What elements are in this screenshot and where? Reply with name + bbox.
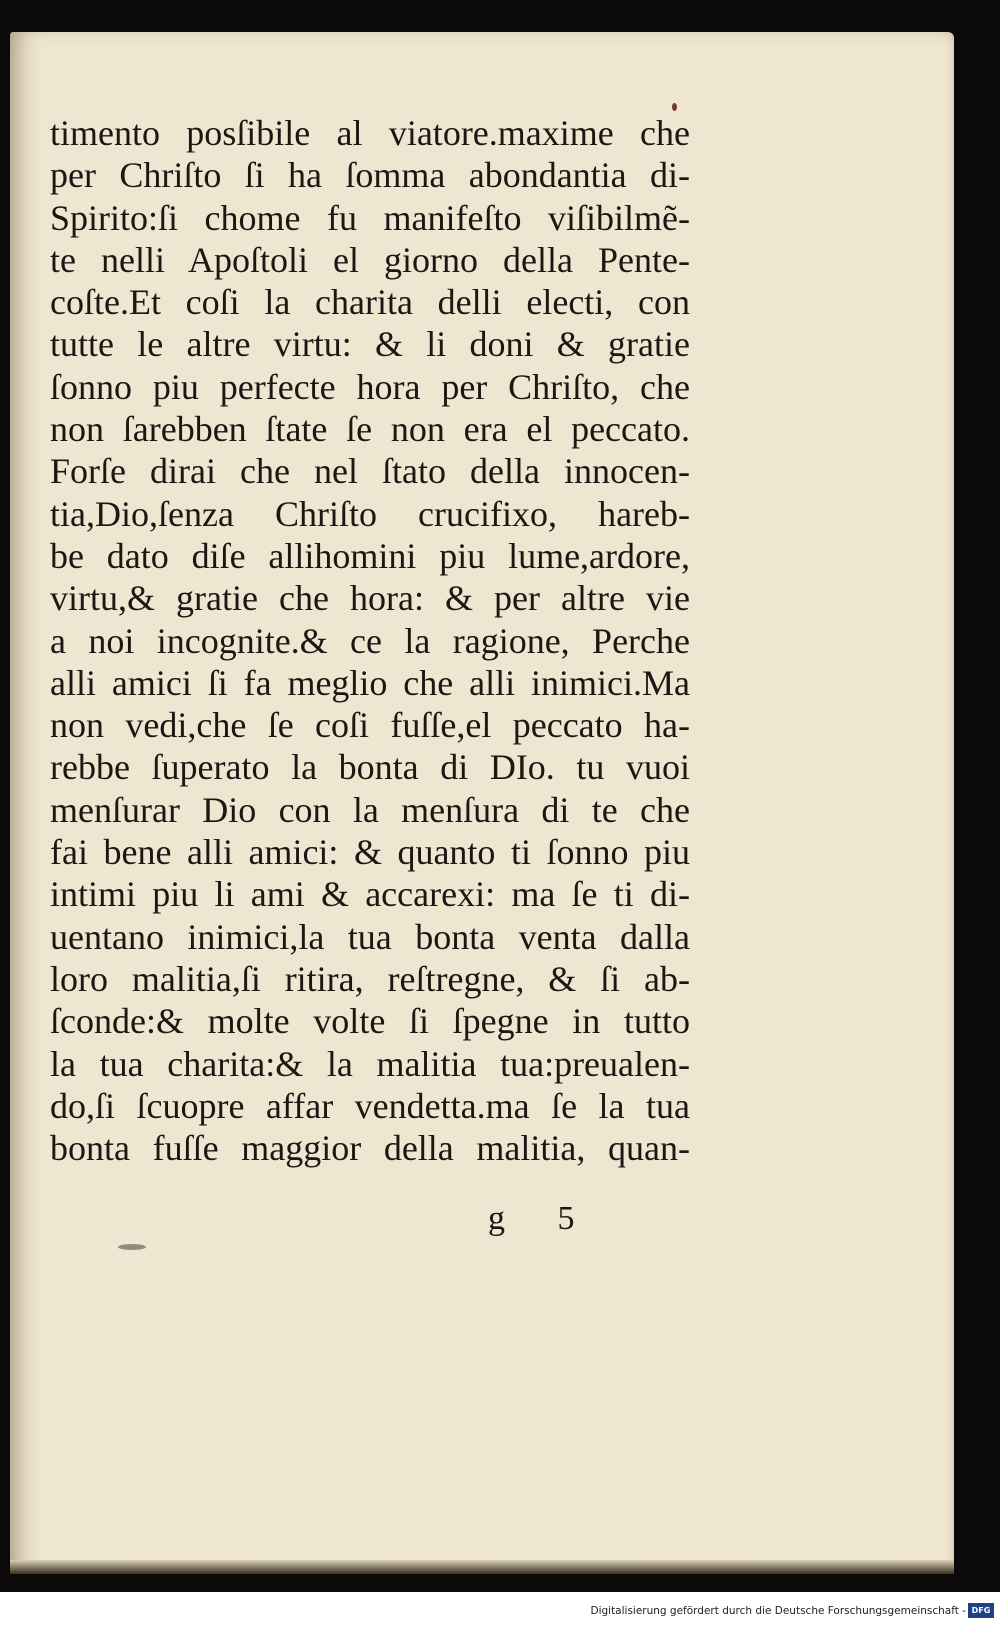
text-line: menſurar Dio con la menſura di te che (50, 789, 690, 830)
text-line: Spirito:ſi chome fu manifeſto viſibilmẽ- (50, 197, 690, 238)
text-line: timento posſibile al viatore.maxime che (50, 113, 690, 153)
ink-spot (672, 103, 677, 111)
text-line: intimi piu li ami & accarexi: ma ſe ti di- (50, 874, 690, 915)
text-line: fai bene alli amici: & quanto ti ſonno piu (50, 832, 690, 873)
text-line: te nelli Apoſtoli el giorno della Pente- (50, 239, 690, 280)
text-line: per Chriſto ſi ha ſomma abondantia di- (50, 155, 690, 196)
text-line: uentano inimici,la tua bonta venta dalla (50, 916, 690, 957)
page-bottom-edge (10, 1560, 954, 1574)
text-line: tutte le altre virtu: & li doni & gratie (50, 324, 690, 365)
text-line: do,ſi ſcuopre affar vendetta.ma ſe la tua (50, 1085, 690, 1126)
signature-mark: g 5 (488, 1200, 597, 1237)
text-line: alli amici ſi fa meglio che alli inimici.Ma (50, 662, 690, 703)
text-line: Forſe dirai che nel ſtato della innocen- (50, 451, 690, 492)
text-line: tia,Dio,ſenza Chriſto crucifixo, hareb- (50, 493, 690, 534)
text-line: non vedi,che ſe coſi fuſſe,el peccato ha- (50, 705, 690, 746)
dfg-logo: DFG (968, 1603, 994, 1618)
text-line: rebbe ſuperato la bonta di DIo. tu vuoi (50, 747, 690, 788)
text-line: be dato diſe allihomini piu lume,ardore, (50, 535, 690, 576)
page-text (50, 112, 690, 1169)
text-line: ſonno piu perfecte hora per Chriſto, che (50, 366, 690, 407)
text-line: loro malitia,ſi ritira, reſtregne, & ſi ab- (50, 958, 690, 999)
text-line: a noi incognite.& ce la ragione, Perche (50, 620, 690, 661)
text-line: virtu,& gratie che hora: & per altre vie (50, 578, 690, 619)
text-line: bonta fuſſe maggior della malitia, quan- (50, 1128, 690, 1169)
digitization-credit: Digitalisierung gefördert durch die Deutsche Forschungsgemeinschaft - (590, 1605, 966, 1617)
text-line: coſte.Et coſi la charita delli electi, con (50, 282, 690, 323)
text-line: la tua charita:& la malitia tua:preualen- (50, 1043, 690, 1084)
text-line: non ſarebben ſtate ſe non era el peccato. (50, 409, 690, 450)
ink-smudge (118, 1244, 146, 1250)
text-line: ſconde:& molte volte ſi ſpegne in tutto (50, 1001, 690, 1042)
